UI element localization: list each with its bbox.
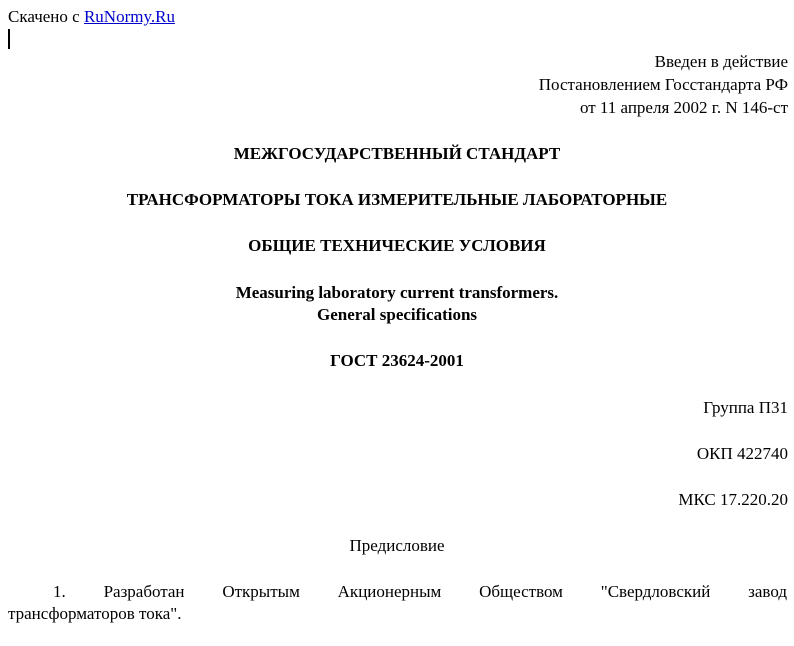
intro-line-1: Введен в действие xyxy=(654,52,788,71)
intro-line-2: Постановлением Госстандарта РФ xyxy=(538,75,788,94)
standard-name-ru: ТРАНСФОРМАТОРЫ ТОКА ИЗМЕРИТЕЛЬНЫЕ ЛАБОРАТОРНЫЕ xyxy=(126,190,668,209)
standard-type-title: МЕЖГОСУДАРСТВЕННЫЙ СТАНДАРТ xyxy=(233,144,561,163)
intro-line-3: от 11 апреля 2002 г. N 146-ст xyxy=(579,98,788,117)
group-code: Группа П31 xyxy=(703,398,788,417)
word: "Свердловский xyxy=(600,582,711,601)
word: Открытым xyxy=(222,582,300,601)
word: Акционерным xyxy=(337,582,442,601)
word: завод xyxy=(748,582,787,601)
foreword-heading: Предисловие xyxy=(349,536,445,555)
mks-code: МКС 17.220.20 xyxy=(678,490,788,509)
word: Разработан xyxy=(103,582,185,601)
standard-subtitle-ru: ОБЩИЕ ТЕХНИЧЕСКИЕ УСЛОВИЯ xyxy=(248,236,546,255)
okp-code: ОКП 422740 xyxy=(696,444,788,463)
word: 1. xyxy=(53,582,66,601)
word: Обществом xyxy=(479,582,563,601)
standard-name-en-line-1: Measuring laboratory current transformers. xyxy=(235,283,559,302)
foreword-paragraph-1-line-2: трансформаторов тока". xyxy=(8,604,182,623)
foreword-paragraph-1 xyxy=(8,581,787,625)
text-cursor xyxy=(8,29,10,49)
download-source-line xyxy=(8,6,175,28)
gost-number: ГОСТ 23624-2001 xyxy=(330,351,464,370)
standard-name-en-line-2: General specifications xyxy=(316,305,478,324)
foreword-paragraph-1-line-1 xyxy=(8,581,787,603)
site-link[interactable]: RuNormy.Ru xyxy=(83,7,175,26)
download-prefix: Скачено с xyxy=(8,7,80,26)
